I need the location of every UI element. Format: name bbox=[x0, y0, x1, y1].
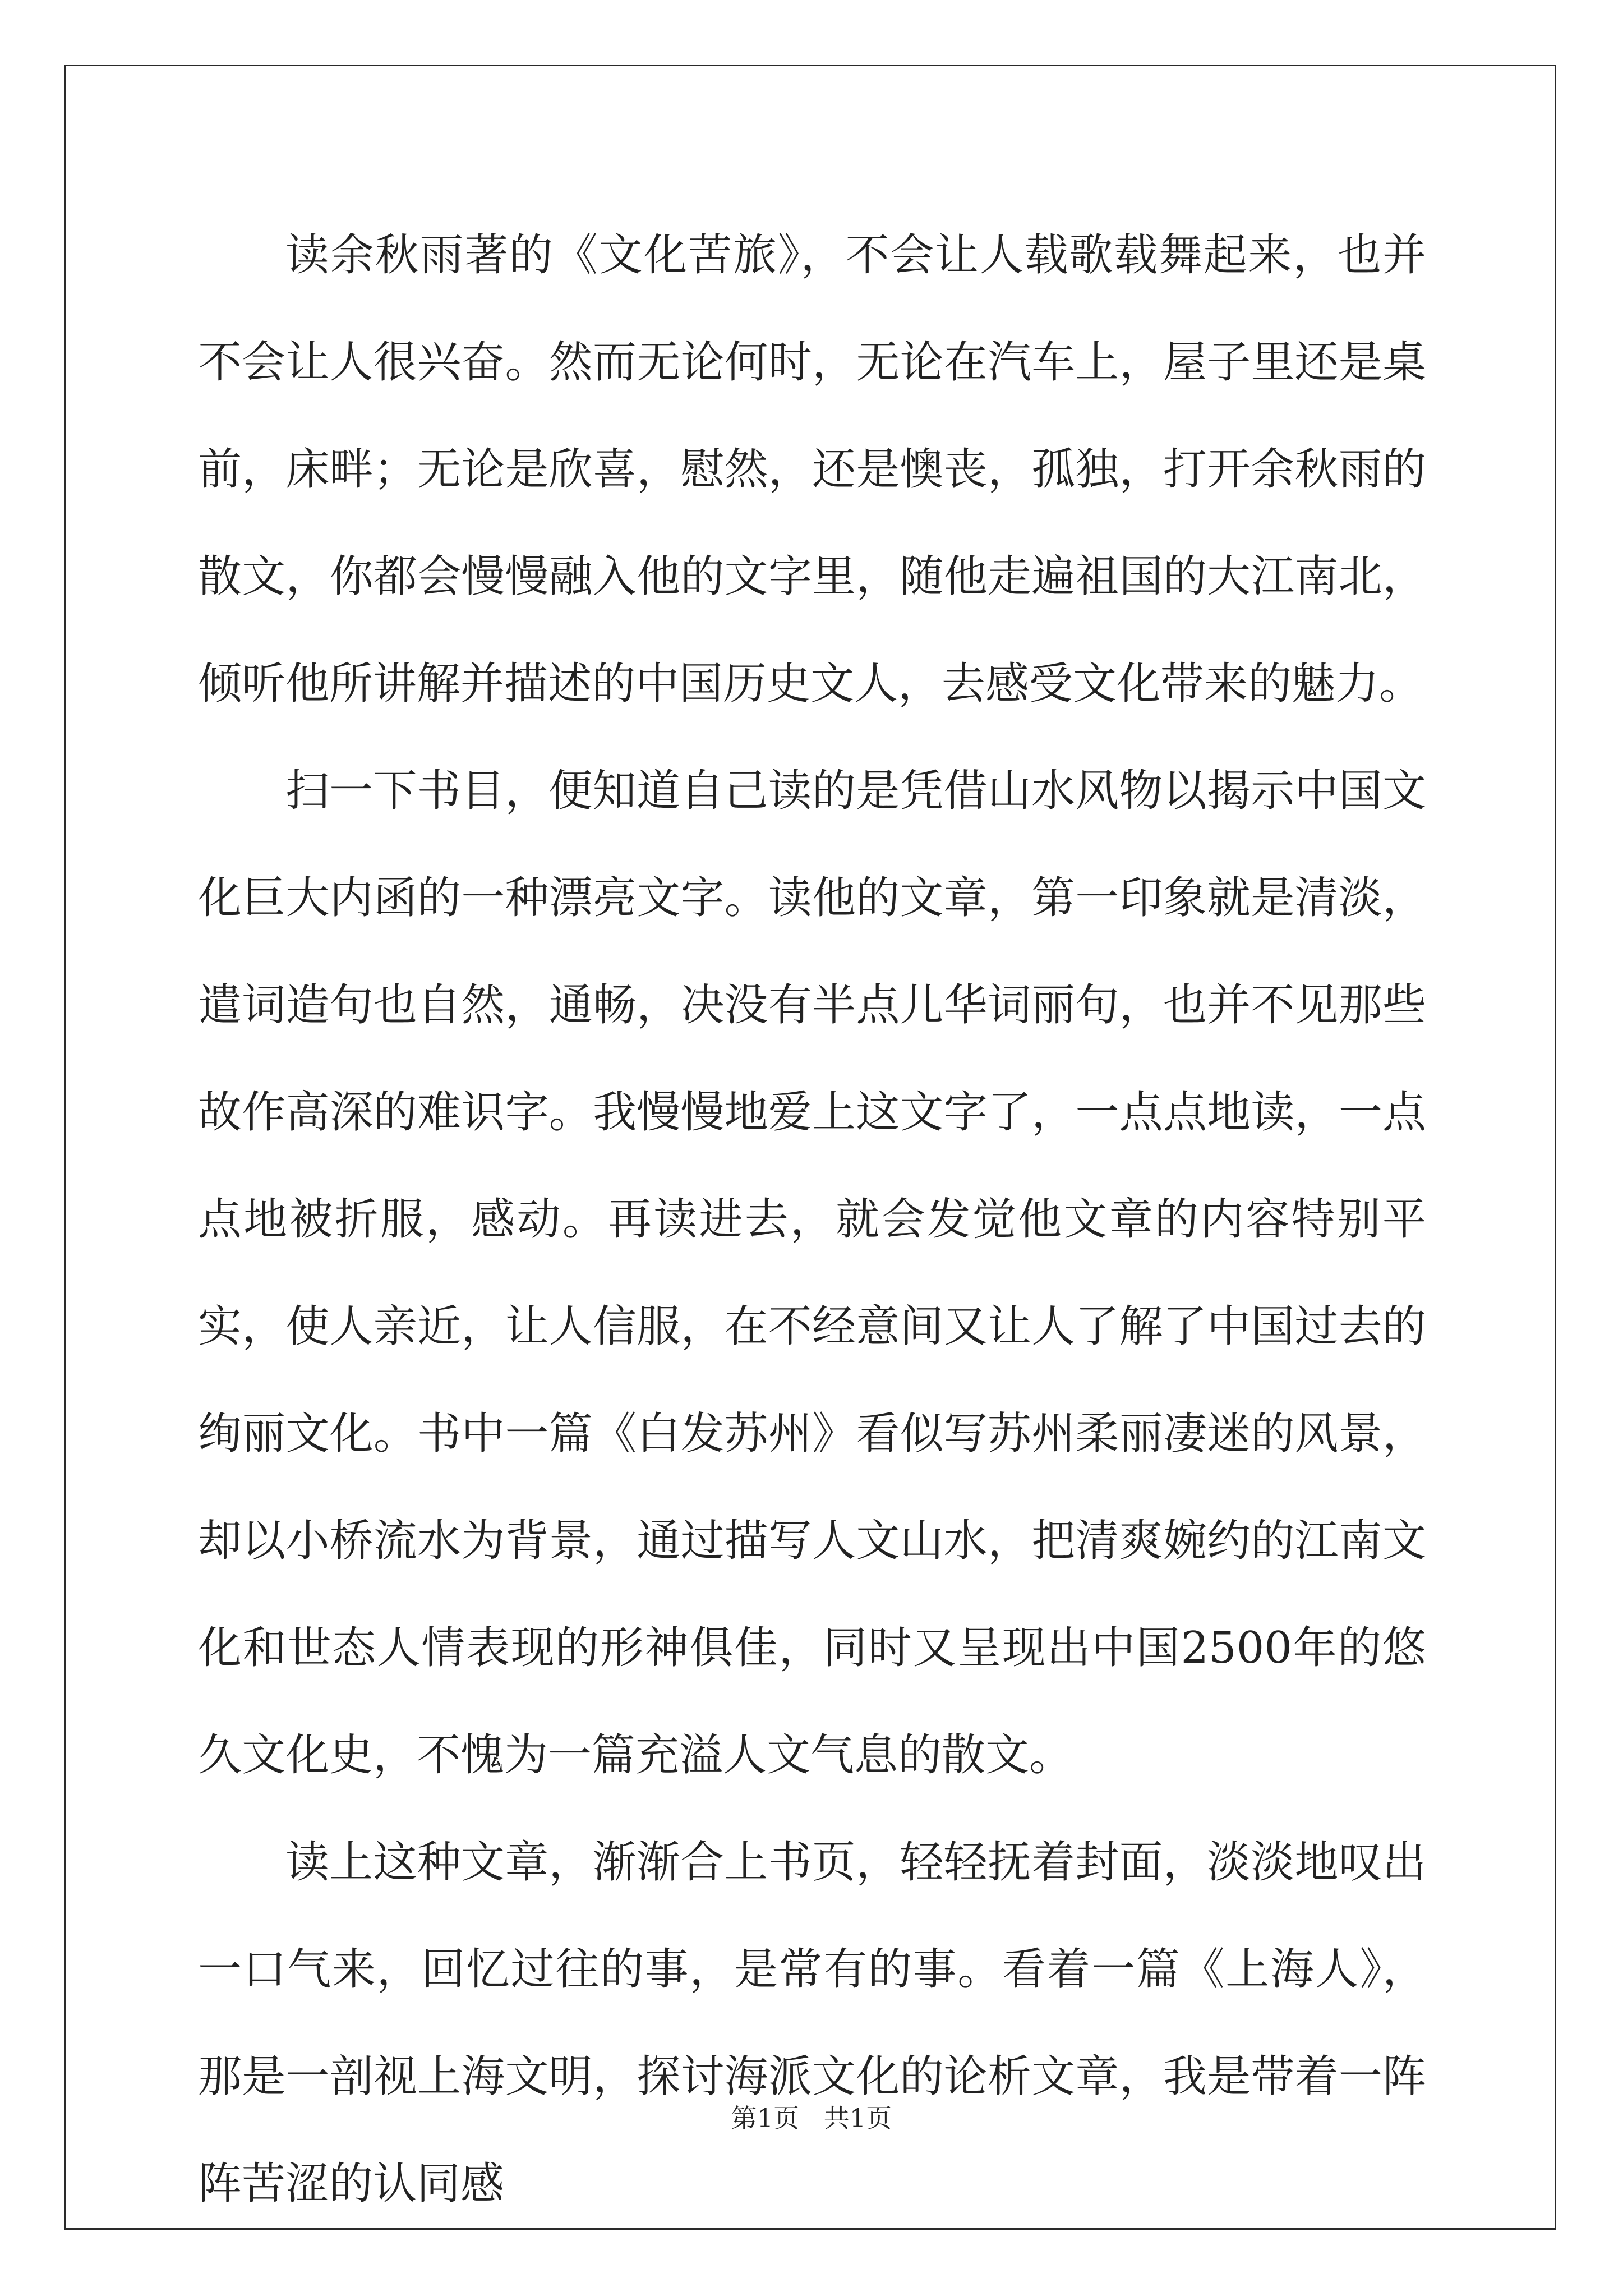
document-body bbox=[198, 202, 1426, 2238]
page-number-footer: 第1页 共1页 bbox=[731, 2103, 892, 2133]
paragraph-3: 读上这种文章，渐渐合上书页，轻轻抚着封面，淡淡地叹出一口气来，回忆过往的事，是常有的事。看着一篇《上海人》，那是一剖视上海文明，探讨海派文化的论析文章，我是带着一阵阵苦涩的认同感 bbox=[198, 1837, 1426, 2209]
paragraph-2: 扫一下书目，便知道自己读的是凭借山水风物以揭示中国文化巨大内函的一种漂亮文字。读他的文章，第一印象就是清淡，遣词造句也自然，通畅，决没有半点儿华词丽句，也并不见那些故作高深的难识字。我慢慢地爱上这文字了，一点点地读，一点点地被折服，感动。再读进去，就会发觉他文章的内容特别平实，使人亲近，让人信服，在不经意间又让人了解了中国过去的绚丽文化。书中一篇《白发苏州》看似写苏州柔丽凄迷的风景，却以小桥流水为背景，通过描写人文山水，把清爽婉约的江南文化和世态人情表现的形神俱佳，同时又呈现出中国2500年的悠久文化史，不愧为一篇充溢人文气息的散文。 bbox=[198, 766, 1426, 1780]
paragraph-1: 读余秋雨著的《文化苦旅》，不会让人载歌载舞起来，也并不会让人很兴奋。然而无论何时，无论在汽车上，屋子里还是桌前，床畔；无论是欣喜，慰然，还是懊丧，孤独，打开余秋雨的散文，你都会慢慢融入他的文字里，随他走遍祖国的大江南北，倾听他所讲解并描述的中国历史文人，去感受文化带来的魅力。 bbox=[198, 230, 1426, 709]
